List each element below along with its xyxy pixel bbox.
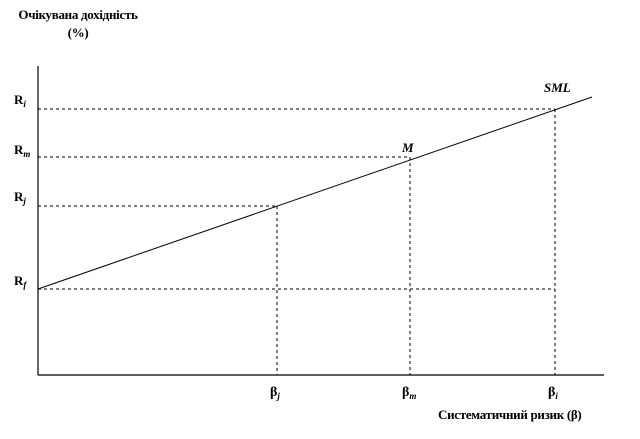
y-axis-title-line1: Очікувана дохідність [18,7,138,22]
sml-line [38,97,592,289]
x-axis-title: Систематичний ризик (β) [438,407,582,422]
xtick-bi-main: β [548,385,556,400]
ytick-rf-sub: f [23,280,27,290]
ytick-rj-main: R [14,189,24,204]
ytick-rm-sub: m [23,149,31,159]
ytick-ri-main: R [14,92,24,107]
xtick-bm-main: β [402,385,410,400]
ytick-rf [14,273,26,290]
xtick-bj-sub: j [277,391,280,401]
xtick-bi [548,385,558,401]
xtick-bm [402,385,416,401]
market-point-label: M [402,140,414,155]
ytick-rm-main: R [14,142,24,157]
ytick-rm [14,142,30,159]
y-axis-title-line2: (%) [67,25,89,40]
ytick-rf-main: R [14,273,24,288]
ytick-ri [14,92,26,109]
xtick-bj-main: β [270,385,278,400]
ytick-ri-sub: i [23,99,26,109]
ytick-rj [14,189,26,206]
ytick-rj-sub: j [23,196,26,206]
xtick-bm-sub: m [409,391,417,401]
sml-label: SML [544,80,571,95]
xtick-bi-sub: i [555,391,558,401]
xtick-bj [270,385,280,401]
